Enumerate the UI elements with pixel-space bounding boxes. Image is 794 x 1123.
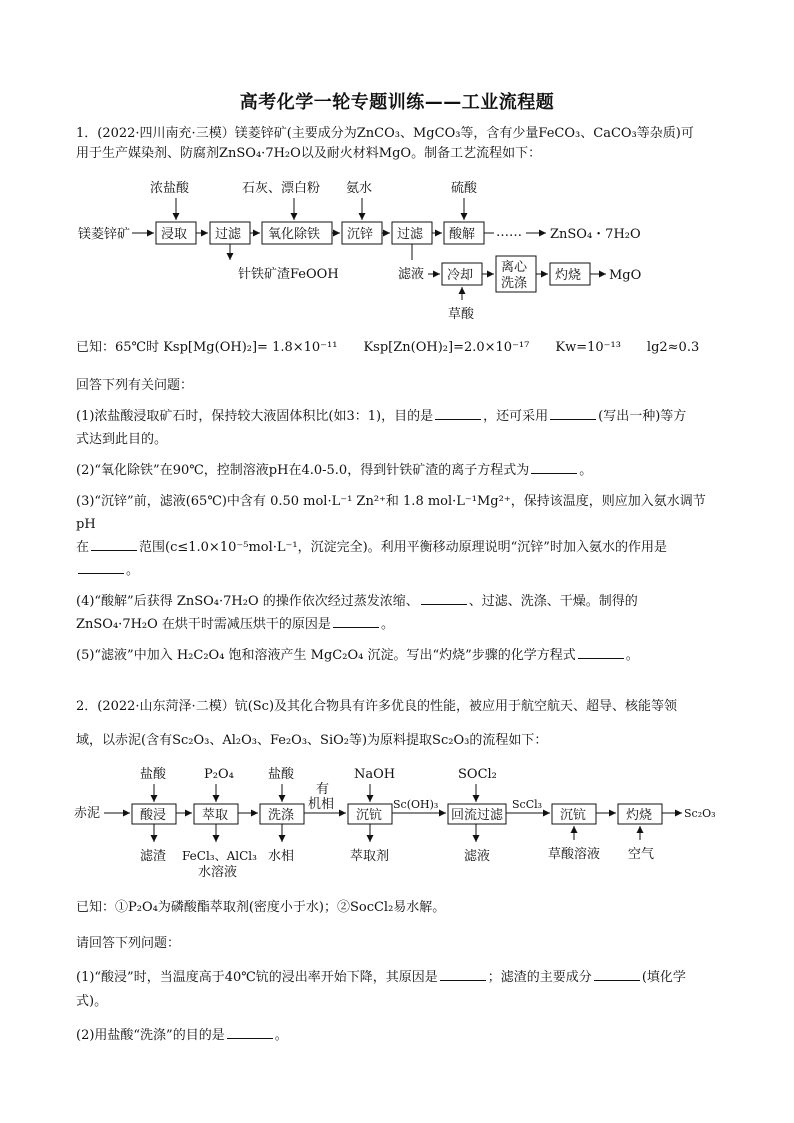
q2-step-acidleach-label: 酸浸 (140, 808, 167, 823)
q2-output-fecl3: FeCl₃、AlCl₃ (182, 849, 257, 863)
answer-blank[interactable] (421, 592, 467, 605)
q1-step-zinc-label: 沉锌 (347, 227, 374, 242)
q2-step-extract-label: 萃取 (202, 808, 229, 823)
q2-part1-text-c: (填化学 (641, 970, 686, 985)
q1-intro-line2: 用于生产媒染剂、防腐剂ZnSO₄·7H₂O以及耐火材料MgO。制备工艺流程如下： (76, 146, 542, 161)
q1-part1 (76, 405, 721, 451)
q1-part4-text-d: 。 (380, 617, 394, 632)
q2-step-wash-label: 洗涤 (268, 808, 295, 823)
q1-part1-text-d: 式达到此目的。 (76, 432, 168, 447)
q2-organic-1: 有 (316, 782, 330, 797)
q2-part1-text-d: 式)。 (76, 994, 108, 1009)
answer-blank[interactable] (594, 968, 640, 981)
q1-part1-text-a: (1)浓盐酸浸取矿石时，保持较大液固体积比(如3：1)，目的是 (76, 409, 434, 424)
q1-part5 (76, 644, 721, 667)
q2-input-socl2: SOCl₂ (458, 767, 497, 782)
q2-input-hcl2: 盐酸 (268, 767, 295, 782)
q1-step-burn-label: 灼烧 (555, 268, 582, 283)
q2-output-extractant: 萃取剂 (350, 849, 390, 864)
q2-product: Sc₂O₃ (684, 807, 716, 820)
q2-output-water: 水相 (268, 849, 295, 864)
q1-step-centrifuge-label2: 洗涤 (501, 276, 528, 291)
q1-answer-prompt: 回答下列有关问题： (76, 378, 194, 393)
q2-mid1: Sc(OH)₃ (393, 798, 439, 811)
q2-step-burn-label: 灼烧 (626, 808, 653, 823)
q2-input-oxalic: 草酸溶液 (548, 847, 601, 862)
q1-intro (76, 124, 721, 164)
q1-part4-text-c: ZnSO₄·7H₂O 在烘干时需减压烘干的原因是 (76, 617, 331, 632)
q2-input-p2o4: P₂O₄ (204, 767, 234, 782)
q2-answer-prompt: 请回答下列问题： (76, 936, 181, 951)
q1-start-label: 镁菱锌矿 (78, 227, 131, 242)
q2-output-aqueous: 水溶液 (198, 865, 238, 880)
q1-step-oxidize-label: 氧化除铁 (268, 227, 321, 242)
q2-step-sc2-label: 沉钪 (560, 808, 587, 823)
q2-part2-text-b: 。 (274, 1028, 288, 1043)
q1-part2-text-a: (2)“氧化除铁”在90℃，控制溶液pH在4.0-5.0，得到针铁矿渣的离子方程式为 (76, 463, 530, 478)
answer-blank[interactable] (78, 561, 124, 574)
q1-part3-text-d: 。 (126, 563, 140, 578)
q1-part4-text-b: 、过滤、洗涤、干燥。制得的 (468, 594, 638, 609)
q1-step-filter2-label: 过滤 (397, 227, 424, 242)
q1-product2: MgO (609, 268, 642, 283)
q2-mid2: ScCl₃ (512, 798, 543, 811)
q1-questions (76, 374, 721, 667)
q2-part2-text-a: (2)用盐酸“洗涤”的目的是 (76, 1028, 225, 1043)
answer-blank[interactable] (227, 1026, 273, 1039)
q1-step-centrifuge-label1: 离心 (501, 260, 528, 275)
q1-part3 (76, 490, 721, 582)
q1-dots: …… (496, 225, 522, 240)
q2-start-label: 赤泥 (74, 806, 101, 821)
q1-input-ammonia: 氨水 (346, 181, 373, 196)
q2-input-air: 空气 (628, 847, 655, 862)
q1-input-lime: 石灰、漂白粉 (242, 181, 321, 196)
q2-part1-text-b: ；滤渣的主要成分 (487, 970, 592, 985)
q1-step-leach-label: 浸取 (161, 227, 188, 242)
q1-input-sulfuric: 硫酸 (451, 181, 478, 196)
q2-part1-text-a: (1)“酸浸”时，当温度高于40℃钪的浸出率开始下降，其原因是 (76, 970, 438, 985)
q1-step-cool-label: 冷却 (447, 268, 474, 283)
q1-part4-text-a: (4)“酸解”后获得 ZnSO₄·7H₂O 的操作依次经过蒸发浓缩、 (76, 594, 419, 609)
q2-part2 (76, 1024, 721, 1048)
answer-blank[interactable] (531, 461, 577, 474)
q2-questions (76, 932, 721, 1048)
q2-intro-line2: 域，以赤泥(含有Sc₂O₃、Al₂O₃、Fe₂O₃、SiO₂等)为原料提取Sc₂O₃的流程如下： (76, 733, 548, 748)
q1-part3-text-a: (3)“沉锌”前，滤液(65℃)中含有 0.50 mol·L⁻¹ Zn²⁺和 1.8 mol·L⁻¹Mg²⁺，保持该温度，则应加入氨水调节pH (76, 494, 706, 532)
q2-output-filtrate: 滤液 (464, 849, 491, 864)
q2-intro-line1: 2．(2022·山东菏泽·二模）钪(Sc)及其化合物具有许多优良的性能，被应用于航空航天、超导、核能等领 (76, 699, 678, 714)
q1-part1-text-c: (写出一种)等方 (598, 409, 687, 424)
q1-known: 已知：65℃时 Ksp[Mg(OH)₂]= 1.8×10⁻¹¹ Ksp[Zn(OH)₂]=2.0×10⁻¹⁷ Kw=10⁻¹³ lg2≈0.3 (76, 340, 700, 355)
page-title: 高考化学一轮专题训练——工业流程题 (239, 92, 555, 113)
answer-blank[interactable] (440, 968, 486, 981)
q1-part3-text-c: 范围(c≤1.0×10⁻⁵mol·L⁻¹，沉淀完全)。利用平衡移动原理说明“沉锌”时加入氨水的作用是 (139, 540, 667, 555)
answer-blank[interactable] (550, 407, 596, 420)
q1-flowchart (72, 176, 672, 324)
q2-step-sc1-label: 沉钪 (356, 808, 383, 823)
q1-intro-line1: 1．(2022·四川南充·三模）镁菱锌矿(主要成分为ZnCO₃、MgCO₃等，含有少量FeCO₃、CaCO₃等杂质)可 (76, 126, 694, 141)
answer-blank[interactable] (578, 646, 624, 659)
q1-filtrate-label: 滤液 (398, 267, 425, 282)
q2-organic-2: 机相 (308, 797, 335, 812)
answer-blank[interactable] (435, 407, 481, 420)
q2-output-residue: 滤渣 (140, 849, 167, 864)
q1-part3-text-b: 在 (76, 540, 90, 555)
q2-part1 (76, 966, 721, 1014)
q2-known: 已知：①P₂O₄为磷酸酯萃取剂(密度小于水)；②SocCl₂易水解。 (76, 900, 446, 915)
q2-flowchart (72, 764, 732, 880)
q1-part1-text-b: ，还可采用 (483, 409, 549, 424)
q1-part2 (76, 459, 721, 482)
q1-product1: ZnSO₄・7H₂O (550, 227, 641, 242)
answer-blank[interactable] (91, 538, 137, 551)
q1-part4 (76, 590, 721, 636)
q1-part5-text-b: 。 (625, 648, 639, 663)
answer-blank[interactable] (333, 615, 379, 628)
q1-part2-text-b: 。 (579, 463, 593, 478)
q1-step-filter1-label: 过滤 (215, 227, 242, 242)
q2-step-reflux-label: 回流过滤 (451, 808, 504, 823)
q1-input-hcl: 浓盐酸 (150, 181, 190, 196)
q1-input-oxalic: 草酸 (448, 307, 475, 322)
q2-input-naoh: NaOH (354, 767, 396, 782)
q1-part5-text-a: (5)“滤液”中加入 H₂C₂O₄ 饱和溶液产生 MgC₂O₄ 沉淀。写出“灼烧”步骤的化学方程式 (76, 648, 576, 663)
q2-intro (76, 690, 721, 758)
q1-byproduct: 针铁矿渣FeOOH (238, 267, 339, 282)
q2-input-hcl1: 盐酸 (140, 767, 167, 782)
q1-step-acid-label: 酸解 (449, 227, 476, 242)
